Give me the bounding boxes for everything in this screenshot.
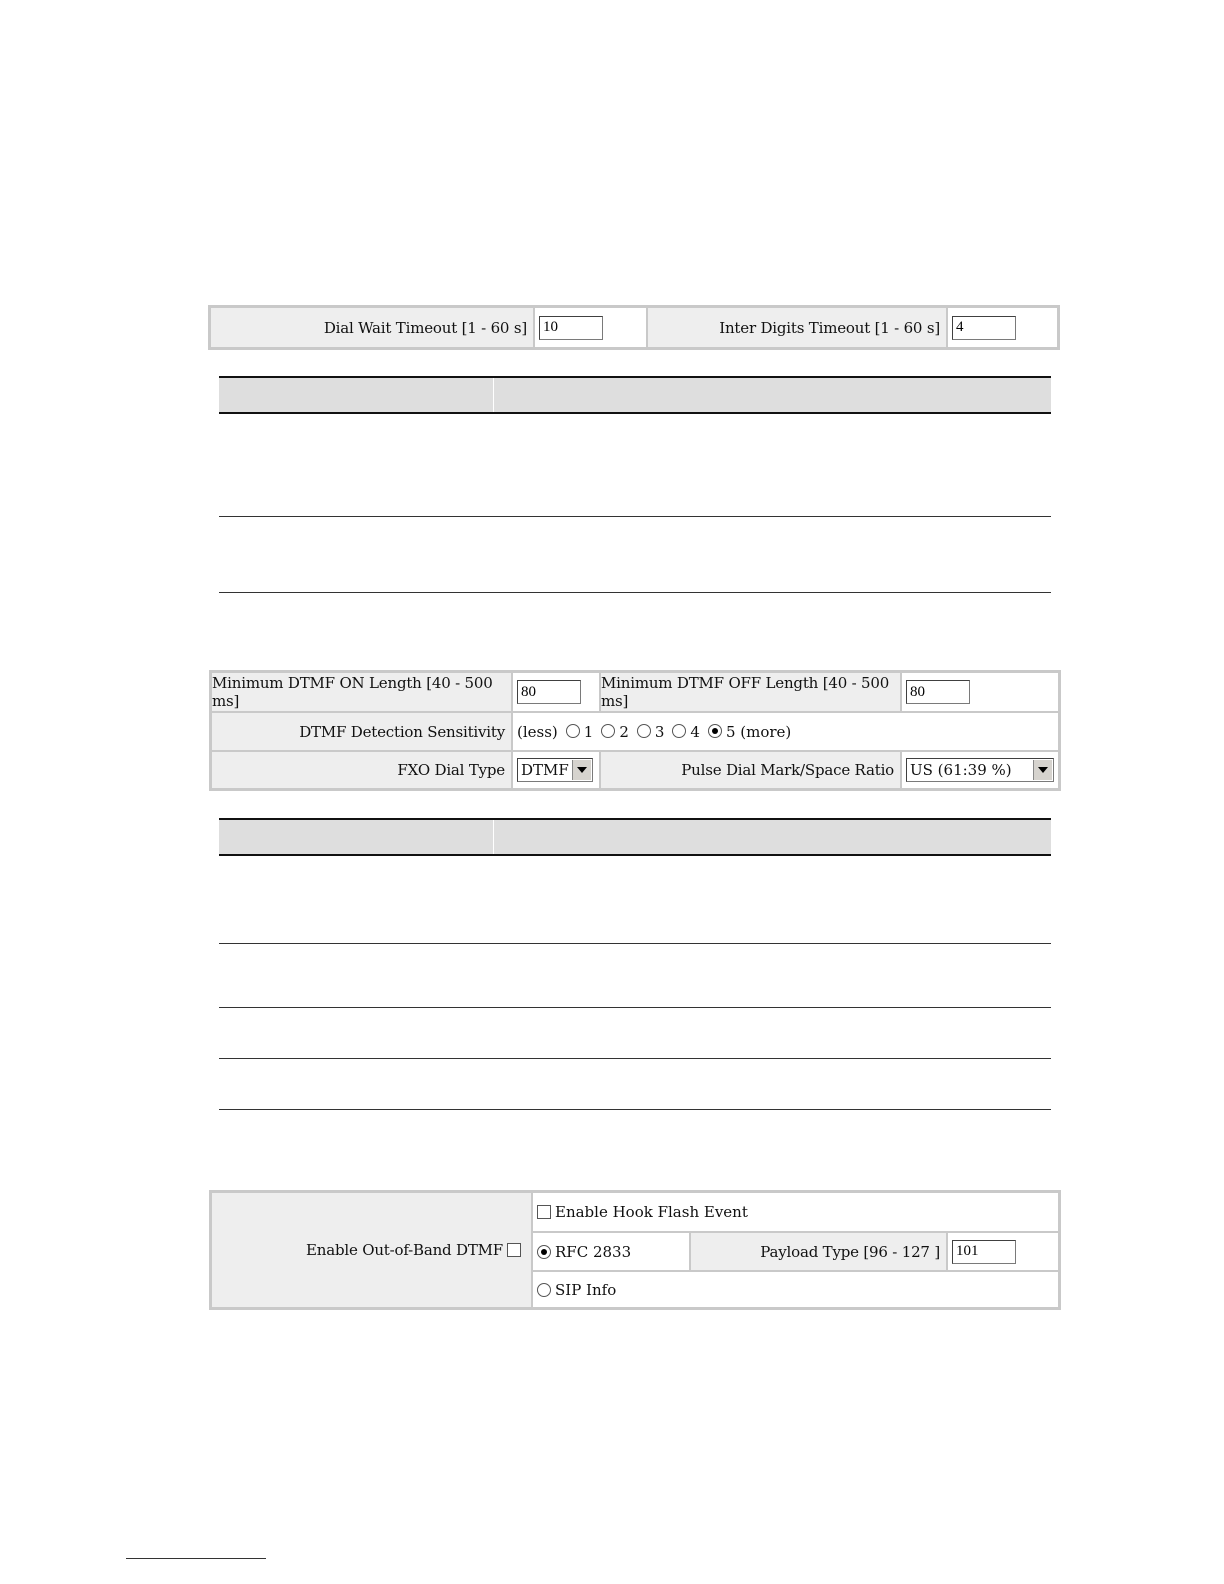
min-dtmf-on-label: Minimum DTMF ON Length [40 - 500 ms] xyxy=(211,672,512,712)
min-dtmf-off-input[interactable] xyxy=(906,680,970,704)
sensitivity-option-3[interactable]: 3 xyxy=(637,723,665,741)
rfc2833-cell xyxy=(532,1232,690,1271)
radio-selected-icon xyxy=(708,724,722,738)
min-dtmf-on-input[interactable] xyxy=(517,680,581,704)
sip-info-cell xyxy=(532,1271,1059,1308)
pulse-ratio-cell xyxy=(901,751,1059,789)
payload-type-cell xyxy=(947,1232,1059,1271)
table-row xyxy=(219,856,1051,944)
payload-type-input[interactable] xyxy=(952,1240,1016,1264)
dtmf-sensitivity-label: DTMF Detection Sensitivity xyxy=(211,712,512,751)
dial-wait-timeout-label: Dial Wait Timeout [1 - 60 s] xyxy=(210,307,534,348)
enable-oob-dtmf-cell xyxy=(211,1192,532,1308)
min-dtmf-on-cell xyxy=(512,672,600,712)
radio-icon xyxy=(566,724,580,738)
sensitivity-option-2[interactable]: 2 xyxy=(601,723,629,741)
table-row xyxy=(219,414,1051,517)
radio-icon xyxy=(637,724,651,738)
hook-flash-label: Enable Hook Flash Event xyxy=(555,1203,748,1221)
inter-digits-timeout-input[interactable] xyxy=(952,316,1016,340)
table-row xyxy=(219,1059,1051,1110)
sensitivity-option-5[interactable]: 5 (more) xyxy=(708,723,791,741)
fxo-dial-type-value: DTMF xyxy=(521,761,569,779)
dtmf-settings-panel xyxy=(209,670,1061,791)
chevron-down-icon[interactable] xyxy=(1033,760,1052,780)
sip-info-radio[interactable] xyxy=(537,1283,551,1297)
sip-info-label: SIP Info xyxy=(555,1280,617,1299)
fxo-dial-type-cell xyxy=(512,751,600,789)
fxo-dial-type-select[interactable] xyxy=(517,758,593,782)
table-header xyxy=(219,818,1051,856)
min-dtmf-off-cell xyxy=(901,672,1059,712)
table-row xyxy=(219,517,1051,593)
radio-icon xyxy=(601,724,615,738)
pulse-ratio-select[interactable] xyxy=(906,758,1054,782)
pulse-ratio-value: US (61:39 %) xyxy=(910,761,1012,779)
dtmf-sensitivity-cell xyxy=(512,712,1059,751)
dial-wait-timeout-input[interactable] xyxy=(539,316,603,340)
table-row xyxy=(219,944,1051,1008)
enable-oob-dtmf-label: Enable Out-of-Band DTMF xyxy=(306,1241,503,1259)
hook-flash-checkbox[interactable] xyxy=(537,1205,551,1219)
fxo-dial-type-label: FXO Dial Type xyxy=(211,751,512,789)
footnote-divider xyxy=(126,1558,266,1559)
timeout-parameter-table xyxy=(219,376,1051,593)
sensitivity-option-4[interactable]: 4 xyxy=(672,723,700,741)
table-row xyxy=(219,1008,1051,1059)
rfc2833-radio[interactable] xyxy=(537,1245,551,1259)
payload-type-label: Payload Type [96 - 127 ] xyxy=(690,1232,947,1271)
chevron-down-icon[interactable] xyxy=(572,760,591,780)
dial-wait-timeout-cell xyxy=(534,307,647,348)
table-header xyxy=(219,376,1051,414)
rfc2833-label: RFC 2833 xyxy=(555,1242,632,1261)
hook-flash-cell xyxy=(532,1192,1059,1232)
sensitivity-less-text: (less) xyxy=(517,722,558,741)
oob-dtmf-panel xyxy=(209,1190,1061,1310)
radio-icon xyxy=(672,724,686,738)
sensitivity-option-1[interactable]: 1 xyxy=(566,723,594,741)
min-dtmf-off-label: Minimum DTMF OFF Length [40 - 500 ms] xyxy=(600,672,901,712)
inter-digits-timeout-cell xyxy=(947,307,1058,348)
timeout-settings-panel xyxy=(208,305,1060,350)
pulse-ratio-label: Pulse Dial Mark/Space Ratio xyxy=(600,751,901,789)
enable-oob-dtmf-checkbox[interactable] xyxy=(507,1243,521,1257)
inter-digits-timeout-label: Inter Digits Timeout [1 - 60 s] xyxy=(647,307,947,348)
dtmf-parameter-table xyxy=(219,818,1051,1110)
